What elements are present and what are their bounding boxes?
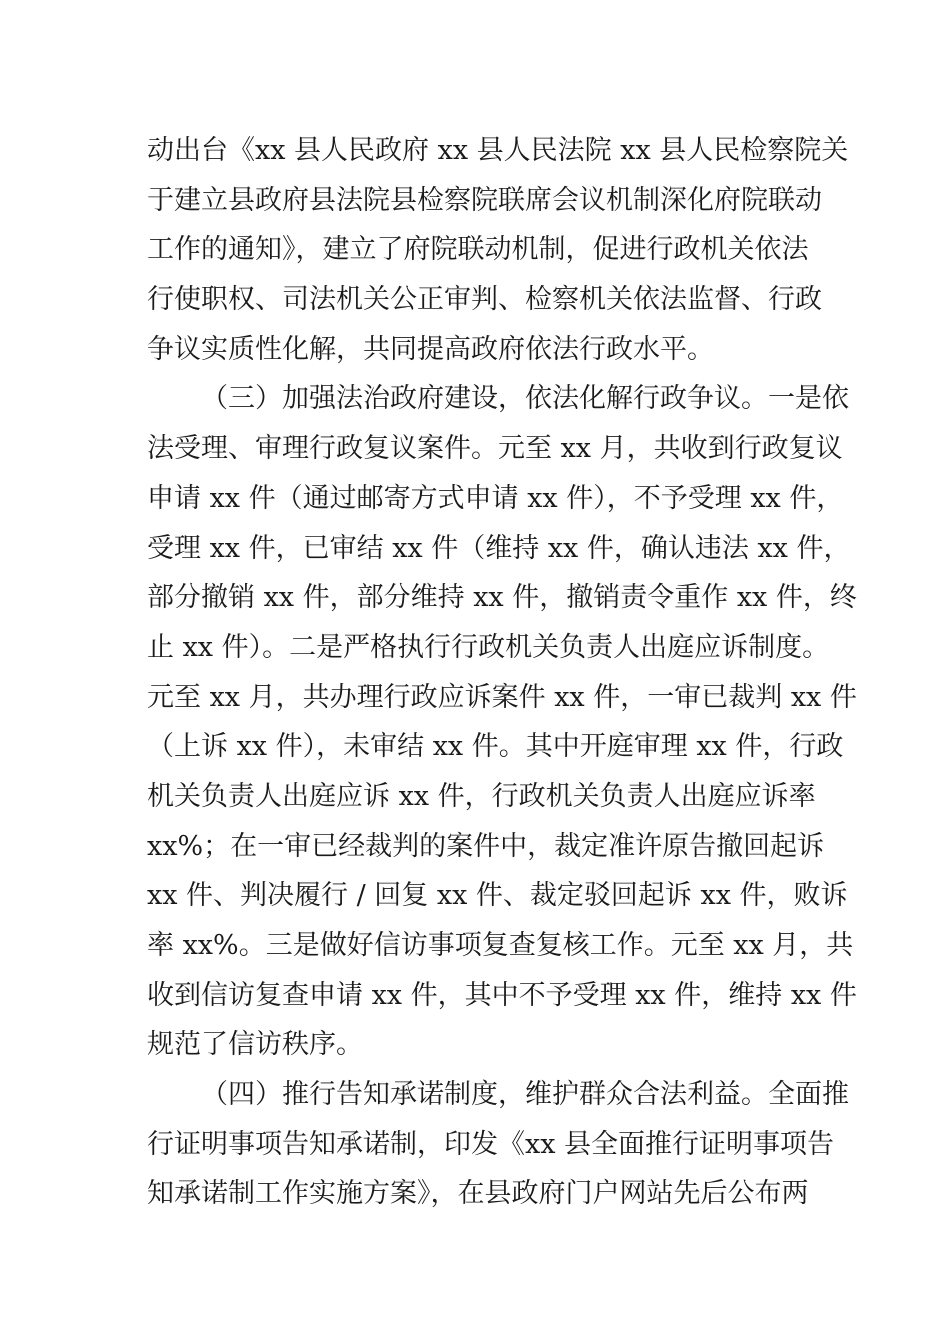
- paragraph-3: [147, 1070, 849, 1219]
- text-line: 部分撤销 xx 件，部分维持 xx 件，撤销责令重作 xx 件，终: [147, 582, 857, 614]
- text-line: 规范了信访秩序。: [147, 1029, 363, 1061]
- text-line: 工作的通知》，建立了府院联动机制，促进行政机关依法: [147, 234, 809, 266]
- text-line: 行证明事项告知承诺制，印发《xx 县全面推行证明事项告: [147, 1128, 835, 1160]
- document-body: [147, 126, 857, 1219]
- text-line: xx 件、判决履行 / 回复 xx 件、裁定驳回起诉 xx 件，败诉: [147, 880, 848, 912]
- text-line: 止 xx 件）。二是严格执行行政机关负责人出庭应诉制度。: [147, 631, 830, 663]
- paragraph-1: [147, 126, 849, 374]
- text-line: （上诉 xx 件），未审结 xx 件。其中开庭审理 xx 件，行政: [147, 731, 844, 763]
- text-line: 元至 xx 月，共办理行政应诉案件 xx 件，一审已裁判 xx 件: [147, 681, 857, 713]
- text-line: 争议实质性化解，共同提高政府依法行政水平。: [147, 333, 714, 365]
- text-line: （三）加强法治政府建设，依法化解行政争议。一是依: [201, 383, 849, 415]
- text-line: 受理 xx 件，已审结 xx 件（维持 xx 件，确认违法 xx 件，: [147, 532, 851, 564]
- text-line: 于建立县政府县法院县检察院联席会议机制深化府院联动: [147, 184, 822, 216]
- text-line: xx%；在一审已经裁判的案件中，裁定准许原告撤回起诉: [147, 830, 825, 862]
- text-line: 机关负责人出庭应诉 xx 件，行政机关负责人出庭应诉率: [147, 780, 816, 812]
- text-line: 法受理、审理行政复议案件。元至 xx 月，共收到行政复议: [147, 433, 843, 465]
- text-line: 行使职权、司法机关公正审判、检察机关依法监督、行政: [147, 284, 822, 316]
- text-line: 率 xx%。三是做好信访事项复查复核工作。元至 xx 月，共: [147, 930, 854, 961]
- text-line: 收到信访复查申请 xx 件，其中不予受理 xx 件，维持 xx 件: [147, 979, 857, 1011]
- text-line: 知承诺制工作实施方案》，在县政府门户网站先后公布两: [147, 1178, 809, 1210]
- paragraph-2: [147, 374, 857, 1070]
- text-line: 动出台《xx 县人民政府 xx 县人民法院 xx 县人民检察院关: [147, 135, 849, 166]
- text-line: （四）推行告知承诺制度，维护群众合法利益。全面推: [201, 1079, 849, 1111]
- text-line: 申请 xx 件（通过邮寄方式申请 xx 件），不予受理 xx 件，: [147, 482, 844, 514]
